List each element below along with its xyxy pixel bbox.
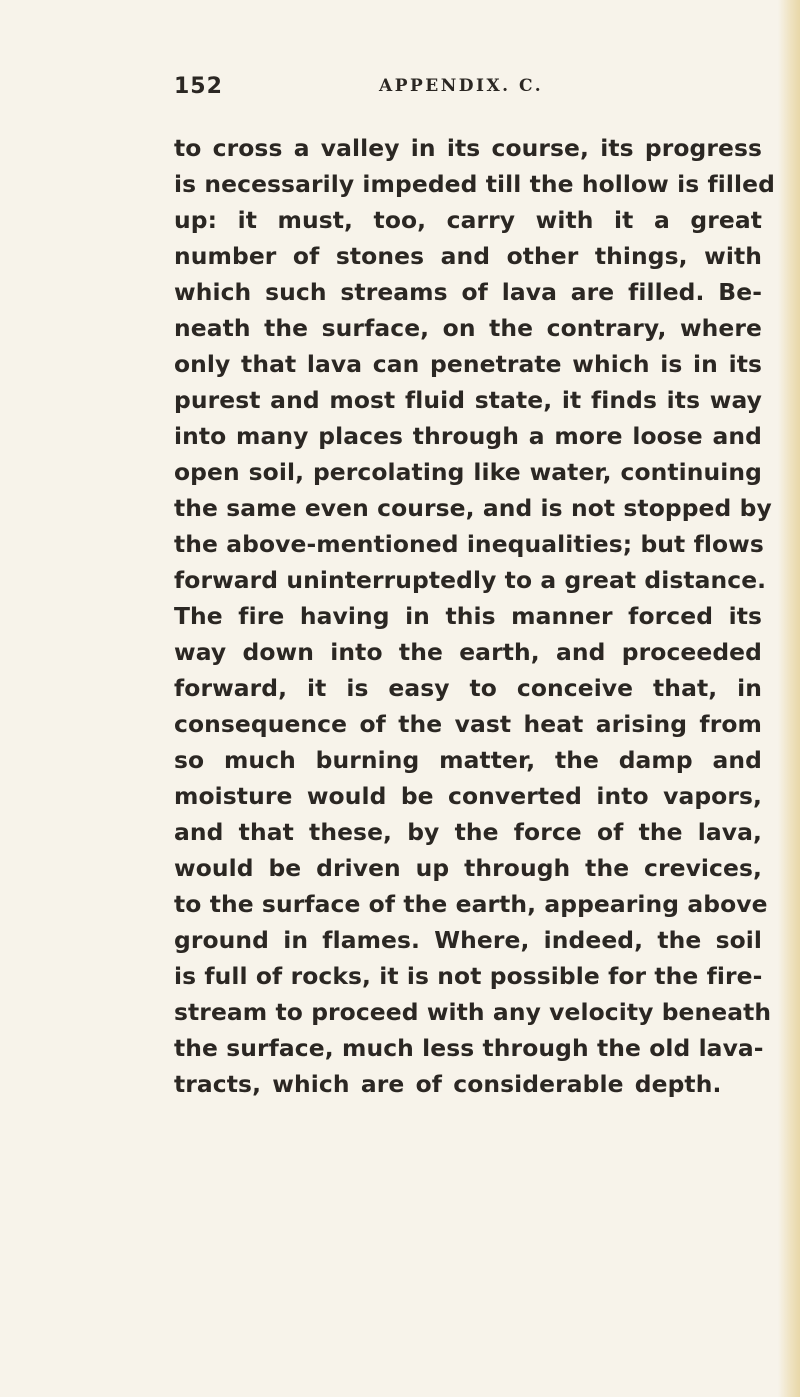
- running-head: APPENDIX. C.: [379, 76, 544, 96]
- text-line: is necessarily impeded till the hollow is filled: [174, 170, 775, 198]
- text-line: and that these, by the force of the lava,: [174, 818, 762, 846]
- page-number: 152: [174, 74, 223, 99]
- text-line: purest and most fluid state, it finds its way: [174, 386, 762, 414]
- text-line: number of stones and other things, with: [174, 242, 762, 270]
- text-line: into many places through a more loose and: [174, 422, 762, 450]
- text-line: moisture would be converted into vapors,: [174, 782, 762, 810]
- text-line: stream to proceed with any velocity beneath: [174, 998, 772, 1026]
- text-line: forward, it is easy to conceive that, in: [174, 674, 762, 702]
- text-line: so much burning matter, the damp and: [174, 746, 762, 774]
- text-line: which such streams of lava are filled. Be-: [174, 278, 762, 306]
- page-header: [174, 74, 594, 104]
- text-line: only that lava can penetrate which is in its: [174, 350, 762, 378]
- text-line: the surface, much less through the old lava-: [174, 1034, 764, 1062]
- text-line: the above-mentioned inequalities; but flows: [174, 530, 764, 558]
- text-line: way down into the earth, and proceeded: [174, 638, 762, 666]
- text-line: open soil, percolating like water, continuing: [174, 458, 762, 486]
- text-line: ground in flames. Where, indeed, the soil: [174, 926, 762, 954]
- text-line: would be driven up through the crevices,: [174, 854, 762, 882]
- text-line: consequence of the vast heat arising from: [174, 710, 762, 738]
- page-edge-shadow: [778, 0, 800, 1397]
- text-line: the same even course, and is not stopped by: [174, 494, 772, 522]
- text-line: to cross a valley in its course, its progress: [174, 134, 762, 162]
- text-line: up: it must, too, carry with it a great: [174, 206, 762, 234]
- text-line: The fire having in this manner forced its: [174, 602, 762, 630]
- text-line-last: tracts, which are of considerable depth.: [174, 1070, 722, 1098]
- text-line: is full of rocks, it is not possible for the fire-: [174, 962, 763, 990]
- text-line: neath the surface, on the contrary, where: [174, 314, 762, 342]
- text-line: to the surface of the earth, appearing above: [174, 890, 768, 918]
- body-text: [174, 130, 775, 1102]
- text-line: forward uninterruptedly to a great distance.: [174, 566, 767, 594]
